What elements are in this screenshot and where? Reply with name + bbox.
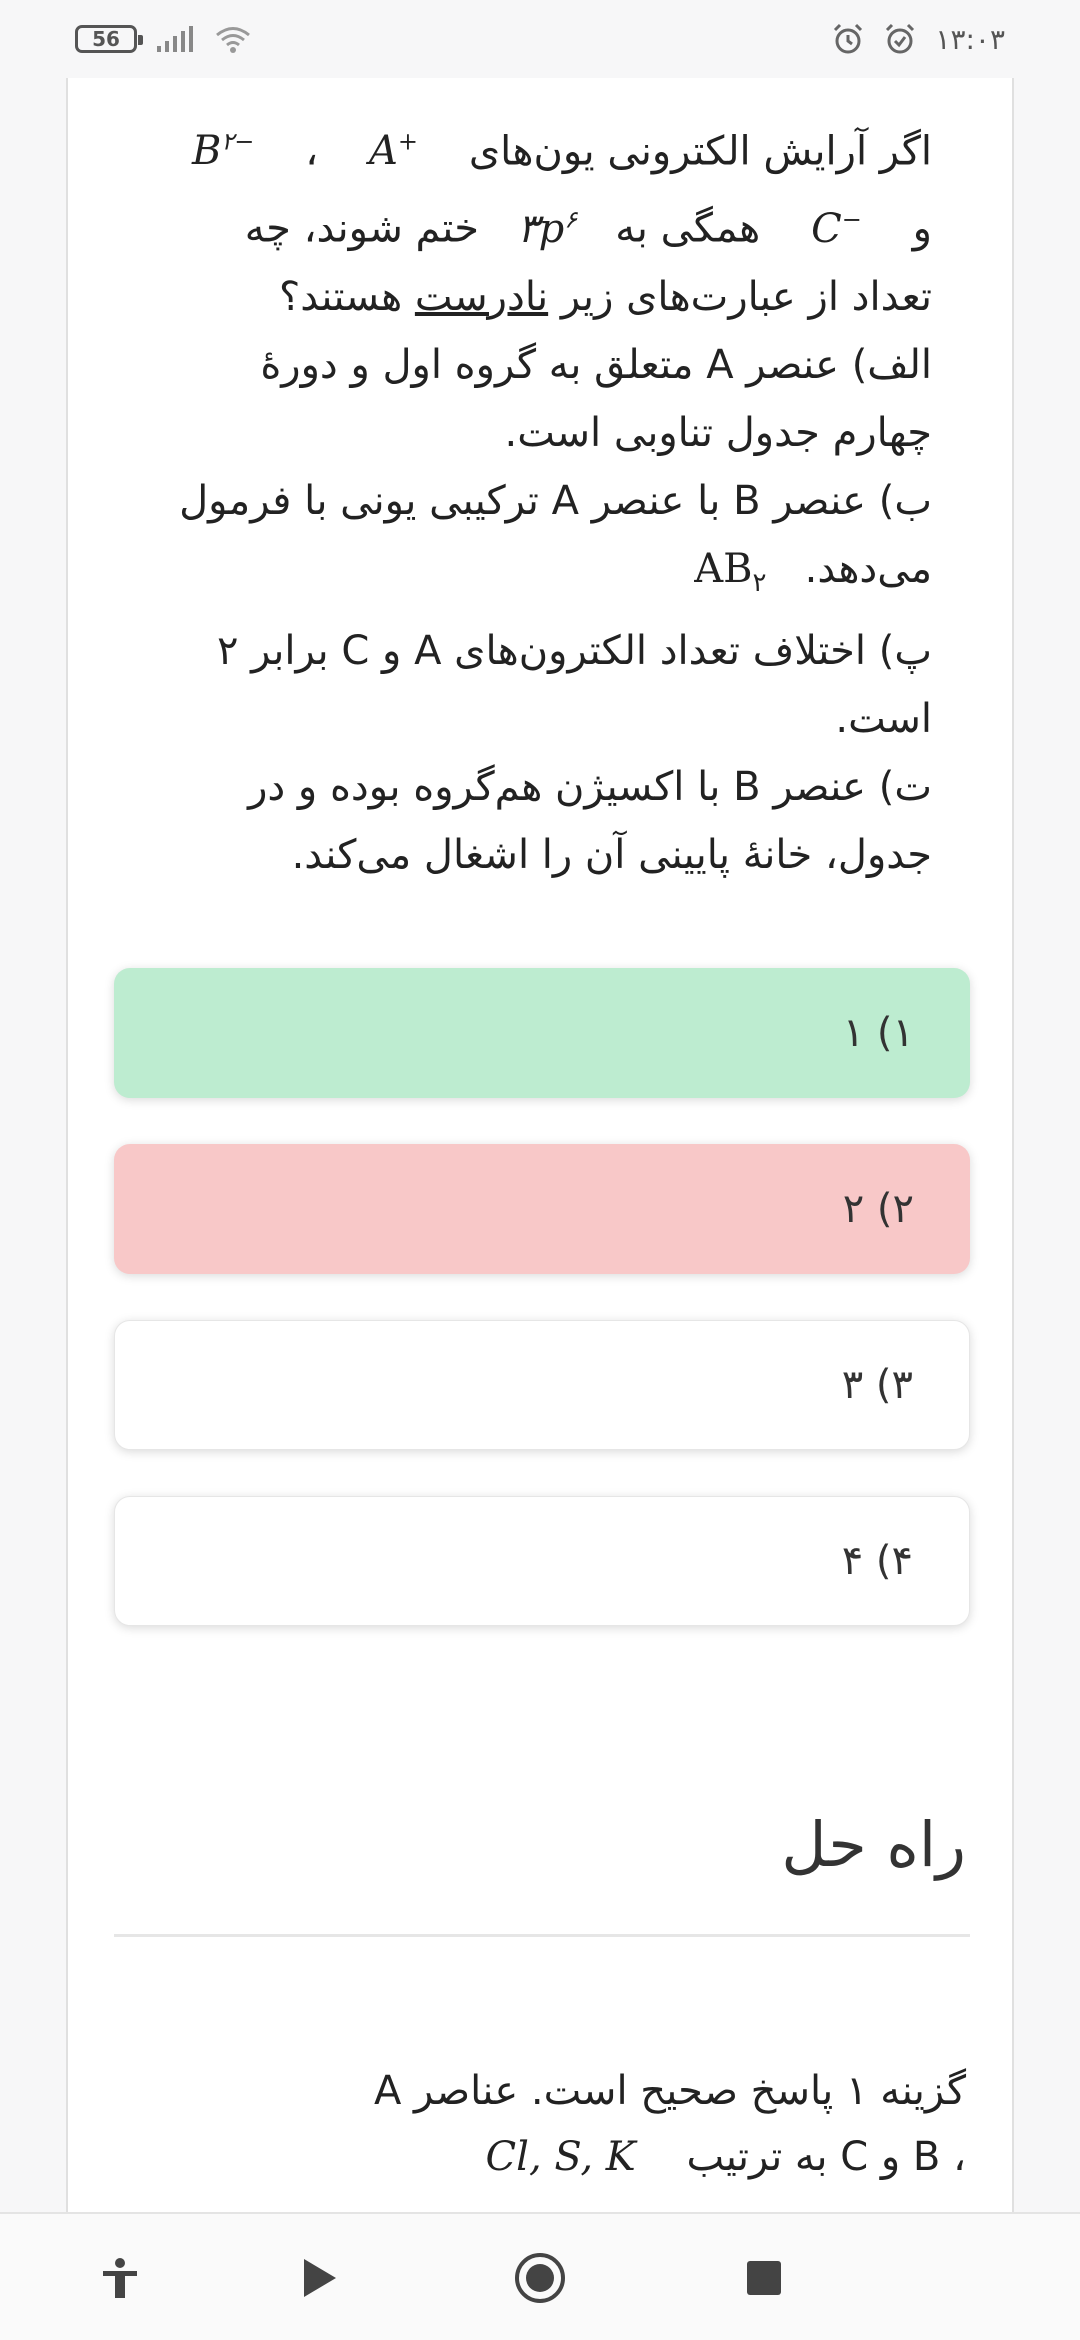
play-button[interactable] — [288, 2246, 352, 2310]
option-4[interactable] — [114, 1496, 970, 1626]
status-bar — [0, 0, 1080, 78]
question-line-2 — [142, 185, 932, 262]
play-icon — [300, 2256, 340, 2300]
battery-icon — [75, 25, 137, 53]
ion-b: $B^{۲-}$ — [191, 128, 255, 175]
orbital: $۳p^۶$ — [517, 205, 578, 252]
bottom-nav — [0, 2212, 1080, 2340]
status-right — [831, 22, 1005, 56]
option-4-label: ۴) ۴ — [841, 1538, 913, 1584]
ion-c: C− — [811, 205, 862, 252]
separator: ، — [305, 128, 319, 175]
record-button[interactable] — [508, 2246, 572, 2310]
alarm-check-icon — [883, 22, 917, 56]
statement-b-line-2 — [142, 535, 932, 617]
statement-b-line-1: ب) عنصر B با عنصر A ترکیبی یونی با فرمول — [179, 477, 932, 524]
stop-icon — [744, 2258, 784, 2298]
clock: ۱۳:۰۳ — [935, 22, 1005, 56]
accessibility-button[interactable] — [88, 2246, 152, 2310]
option-2-label: ۲) ۲ — [842, 1186, 914, 1232]
statement-p-line-2: است. — [835, 695, 932, 742]
wifi-icon — [213, 24, 253, 54]
question-card — [66, 78, 1014, 2212]
ion-a: A+ — [369, 128, 419, 175]
option-1-label: ۱) ۱ — [842, 1010, 914, 1056]
formula: $AB_۲$ — [694, 545, 767, 598]
solution-line-1: گزینه ۱ پاسخ صحیح است. عناصر A — [373, 2068, 966, 2114]
question-line3-start: تعداد از عبارت‌های زیر — [560, 273, 932, 320]
question-text — [142, 108, 932, 889]
option-3-label: ۳) ۳ — [841, 1362, 913, 1408]
status-left — [75, 24, 253, 54]
statement-t-line-2: جدول، خانهٔ پایینی آن را اشغال می‌کند. — [291, 831, 932, 878]
option-3[interactable] — [114, 1320, 970, 1450]
statement-b-end: می‌دهد. — [804, 545, 932, 592]
question-intro: اگر آرایش الکترونی یون‌های — [468, 128, 932, 175]
statement-t-line-1: ت) عنصر B با اکسیژن هم‌گروه بوده و در — [248, 763, 932, 810]
underlined-word: نادرست — [414, 273, 549, 320]
question-line3-end: هستند؟ — [279, 273, 403, 320]
option-1[interactable] — [114, 968, 970, 1098]
statement-a-line-2: چهارم جدول تناوبی است. — [504, 409, 932, 456]
statement-a-line-1: الف) عنصر A متعلق به گروه اول و دورهٔ — [260, 341, 932, 388]
signal-icon — [155, 24, 195, 54]
solution-elements: Cl, S, K — [485, 2134, 636, 2180]
accessibility-icon — [98, 2256, 142, 2300]
battery-level: 56 — [92, 27, 120, 51]
solution-line-2 — [146, 2124, 966, 2190]
question-line-3 — [142, 263, 932, 331]
stop-button[interactable] — [732, 2246, 796, 2310]
statement-p-line-1: پ) اختلاف تعداد الکترون‌های A و C برابر ۲ — [216, 627, 932, 674]
question-line-1 — [142, 108, 932, 185]
solution-title: راه حل — [781, 1808, 966, 1881]
conjunction: و — [912, 205, 932, 252]
question-mid: همگی به — [615, 205, 761, 252]
solution-line2-start: ، B و C به ترتیب — [686, 2134, 966, 2180]
question-line2-end: ختم شوند، چه — [244, 205, 479, 252]
divider — [114, 1934, 970, 1937]
record-icon — [513, 2251, 567, 2305]
solution-text — [146, 2058, 966, 2190]
option-2[interactable] — [114, 1144, 970, 1274]
alarm-icon — [831, 22, 865, 56]
